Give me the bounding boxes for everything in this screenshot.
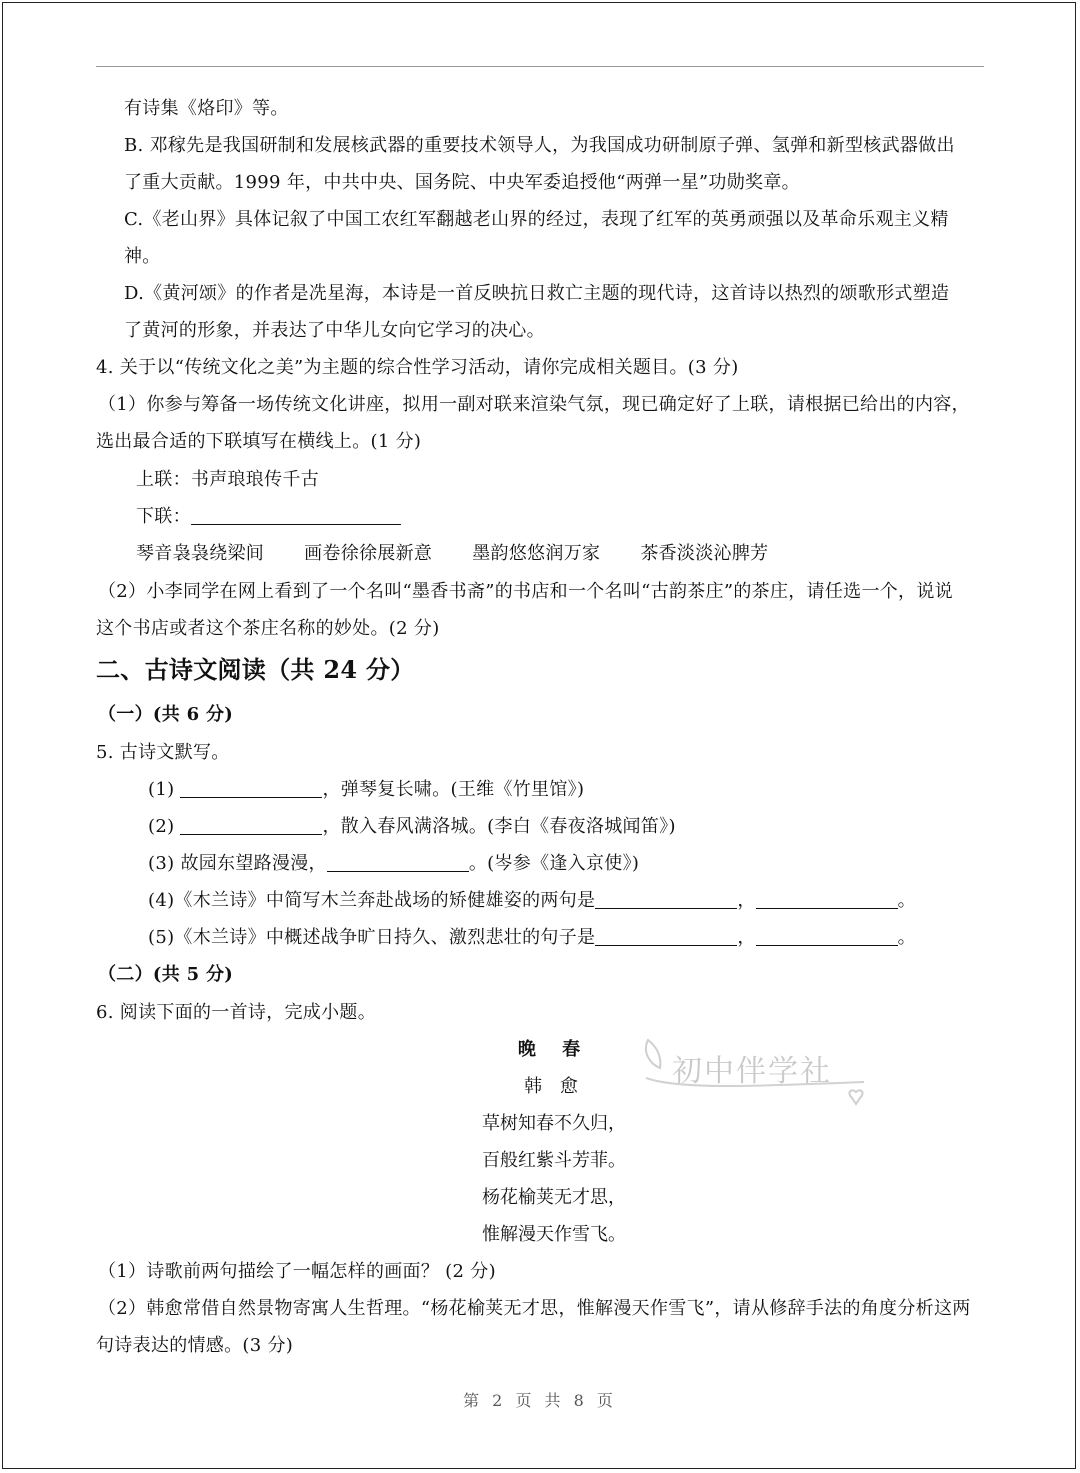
poem-verse: 惟解漫天作雪飞。 [482, 1224, 626, 1245]
question-4-2-line2: 这个书店或者这个茶庄名称的妙处。(2 分) [96, 618, 440, 639]
lower-couplet-blank[interactable] [191, 508, 401, 525]
question-6-2-line2: 句诗表达的情感。(3 分) [96, 1335, 294, 1356]
option-b-line2: 了重大贡献。1999 年，中共中央、国务院、中央军委追授他“两弹一星”功勋奖章。 [124, 172, 800, 193]
couplet-option: 画卷徐徐展新意 [304, 543, 433, 564]
option-c-line2: 神。 [124, 246, 161, 267]
part-2-heading: （二）(共 5 分) [98, 964, 234, 985]
question-6-2-line1: （2）韩愈常借自然景物寄寓人生哲理。“杨花榆荚无才思，惟解漫天作雪飞”，请从修辞手法的角度分析这两 [98, 1298, 971, 1319]
answer-blank[interactable] [327, 855, 469, 872]
answer-blank[interactable] [180, 818, 322, 835]
answer-blank[interactable] [756, 892, 898, 909]
question-5: 5. 古诗文默写。 [96, 742, 230, 763]
poem-title: 晚 春 [517, 1039, 591, 1060]
couplet-option: 琴音袅袅绕梁间 [136, 543, 265, 564]
question-6: 6. 阅读下面的一首诗，完成小题。 [96, 1002, 376, 1023]
page-footer: 第 2 页 共 8 页 [463, 1391, 617, 1410]
couplet-option: 墨韵悠悠润万家 [472, 543, 601, 564]
q5-item: (5)《木兰诗》中概述战争旷日持久、激烈悲壮的句子是 ， 。 [148, 927, 916, 948]
answer-blank[interactable] [595, 892, 737, 909]
section-2-title: 二、古诗文阅读（共 24 分） [96, 655, 415, 684]
item-text: 故园东望路漫漫， [180, 853, 327, 874]
question-4-1-line2: 选出最合适的下联填写在横线上。(1 分) [96, 431, 422, 452]
option-d-line2: 了黄河的形象，并表达了中华儿女向它学习的决心。 [124, 320, 545, 341]
item-number: (1) [148, 779, 175, 800]
item-text: ，散入春风满洛城。(李白《春夜洛城闻笛》) [322, 816, 676, 837]
item-text: 《木兰诗》中概述战争旷日持久、激烈悲壮的句子是 [174, 927, 596, 948]
poem-verse: 杨花榆荚无才思， [482, 1187, 626, 1208]
question-4: 4. 关于以“传统文化之美”为主题的综合性学习活动，请你完成相关题目。(3 分) [96, 357, 739, 378]
q5-item [148, 779, 584, 801]
option-b-line1: B. 邓稼先是我国研制和发展核武器的重要技术领导人，为我国成功研制原子弹、氢弹和新型核武器做出 [124, 135, 955, 156]
question-4-1-line1: （1）你参与筹备一场传统文化讲座，拟用一副对联来渲染气氛，现已确定好了上联，请根据已给出的内容， [98, 394, 970, 415]
q5-item [148, 853, 639, 875]
watermark-text: 初中伴学社 [672, 1054, 832, 1089]
upper-couplet: 上联：书声琅琅传千古 [136, 469, 319, 490]
q5-item [148, 816, 676, 838]
answer-blank[interactable] [180, 781, 322, 798]
poem-verse: 百般红紫斗芳菲。 [482, 1150, 626, 1171]
item-text: 。 [897, 927, 916, 948]
item-text: 《木兰诗》中简写木兰奔赴战场的矫健雄姿的两句是 [174, 890, 596, 911]
item-text: ，弹琴复长啸。(王维《竹里馆》) [322, 779, 585, 800]
item-number: (3) [148, 853, 175, 874]
item-number: (5) [148, 927, 175, 948]
poem-author: 韩 愈 [524, 1076, 584, 1097]
question-4-2-line1: （2）小李同学在网上看到了一个名叫“墨香书斋”的书店和一个名叫“古韵茶庄”的茶庄，请任选一个，说说 [98, 581, 953, 602]
lower-couplet-row [136, 506, 401, 528]
option-c-line1: C.《老山界》具体记叙了中国工农红军翻越老山界的经过，表现了红军的英勇顽强以及革命乐观主义精 [124, 209, 949, 230]
item-text: 。(岑参《逢入京使》) [468, 853, 640, 874]
item-text: 。 [897, 890, 916, 911]
item-number: (4) [148, 890, 175, 911]
q5-item: (4)《木兰诗》中简写木兰奔赴战场的矫健雄姿的两句是 ， 。 [148, 890, 916, 911]
question-6-1: （1）诗歌前两句描绘了一幅怎样的画面？ (2 分) [98, 1261, 496, 1282]
part-1-heading: （一）(共 6 分) [98, 704, 234, 725]
watermark [640, 1034, 880, 1114]
couplet-options [136, 543, 808, 565]
lower-couplet-label: 下联： [136, 506, 191, 527]
option-d-line1: D.《黄河颂》的作者是冼星海，本诗是一首反映抗日救亡主题的现代诗，这首诗以热烈的颂歌形式塑造 [124, 283, 950, 304]
couplet-option: 茶香淡淡沁脾芳 [640, 543, 769, 564]
header-rule [96, 66, 984, 67]
answer-blank[interactable] [595, 929, 737, 946]
item-number: (2) [148, 816, 175, 837]
option-a-continued: 有诗集《烙印》等。 [124, 98, 289, 119]
answer-blank[interactable] [756, 929, 898, 946]
poem-verse: 草树知春不久归， [482, 1113, 626, 1134]
